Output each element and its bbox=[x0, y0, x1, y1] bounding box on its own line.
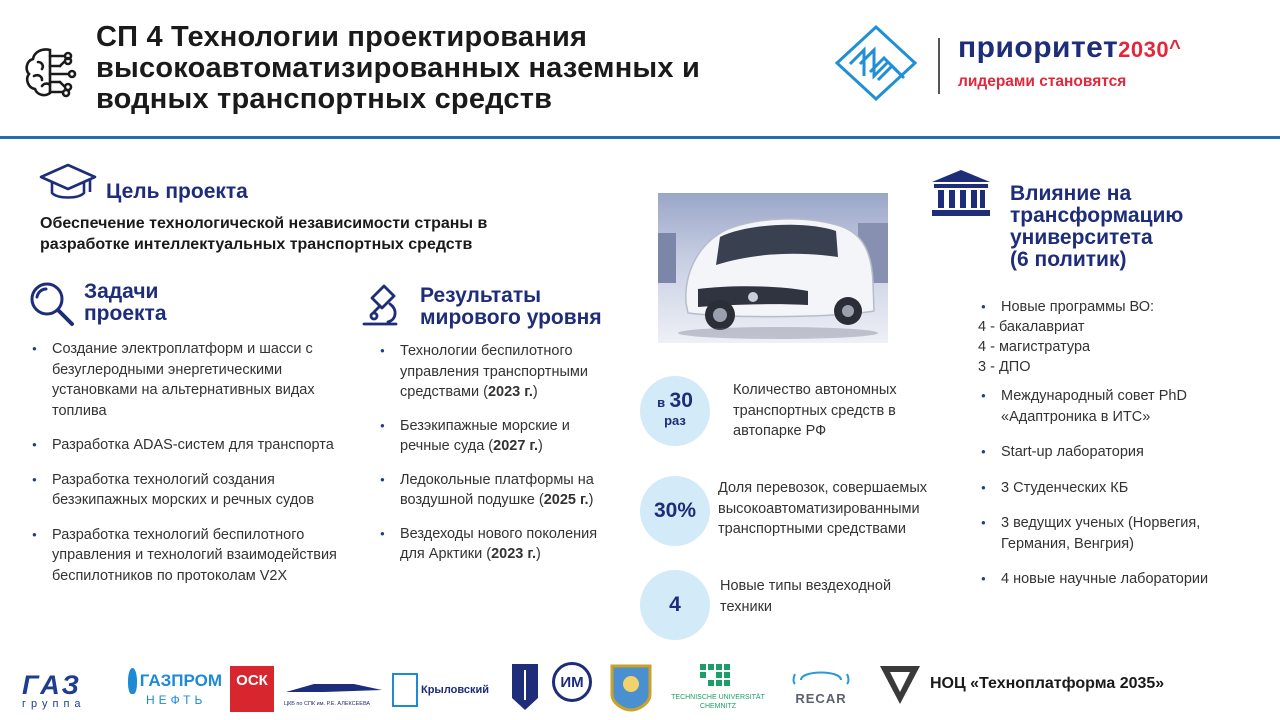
recar-logo: RECAR bbox=[776, 666, 866, 710]
krylov-emblem-icon bbox=[392, 673, 418, 707]
list-item: ● Разработка ADAS-систем для транспорта bbox=[30, 435, 360, 456]
result-year: 2025 г. bbox=[543, 492, 589, 508]
list-item: ● Ледокольные платформы на воздушной подушке (2025 г.) bbox=[378, 470, 618, 511]
stat-description: Новые типы вездеходной техники bbox=[720, 578, 892, 615]
results-heading-line2: мирового уровня bbox=[420, 306, 602, 329]
influence-list bbox=[979, 386, 1249, 605]
krylov-logo: Крыловский bbox=[392, 668, 496, 712]
tu-chemnitz-logo: TECHNISCHE UNIVERSITÄT CHEMNITZ bbox=[664, 662, 772, 712]
programs-list bbox=[979, 297, 1259, 318]
university-crest-logo bbox=[608, 660, 654, 712]
autonomous-van-image bbox=[658, 193, 888, 343]
stat-value: 30% bbox=[653, 499, 697, 522]
nami-logo: ИМ bbox=[552, 662, 596, 710]
list-item: ● Международный совет PhD «Адаптроника в ИТС» bbox=[979, 386, 1249, 427]
brand-slogan: лидерами становятся bbox=[958, 73, 1127, 90]
osk-logo: ОСК bbox=[230, 666, 274, 712]
results-heading-line1: Результаты bbox=[420, 284, 542, 307]
stat-circle bbox=[640, 570, 710, 640]
influence-heading-line2: трансформацию bbox=[1010, 204, 1184, 227]
influence-heading bbox=[1010, 183, 1183, 271]
header-divider bbox=[938, 38, 940, 94]
gazprom-neft-logo: ГАЗПРОМ НЕФТЬ bbox=[128, 668, 222, 712]
program-line: 4 - бакалавриат bbox=[978, 319, 1085, 335]
stat-value: 30 bbox=[669, 389, 693, 412]
page-title: СП 4 Технологии проектирования высокоавтоматизированных наземных и водных транспортных средств bbox=[96, 21, 700, 115]
stat-value: 4 bbox=[669, 593, 681, 616]
stat-prefix: в bbox=[657, 395, 666, 410]
influence-heading-line4: (6 политик) bbox=[1010, 248, 1127, 271]
goal-heading: Цель проекта bbox=[106, 180, 248, 203]
flame-icon bbox=[128, 668, 137, 694]
tasks-heading bbox=[84, 281, 167, 325]
result-year: 2027 г. bbox=[493, 438, 539, 454]
influence-heading-line1: Влияние на bbox=[1010, 182, 1132, 205]
magnifier-icon bbox=[28, 280, 76, 328]
list-item: ● Разработка технологий создания безэкипажных морских и речных судов bbox=[30, 470, 360, 511]
ckb-alekseev-logo: ЦКБ по СПК им. Р.Е. АЛЕКСЕЕВА bbox=[284, 680, 384, 710]
stat-circle bbox=[640, 476, 710, 546]
stat-circle bbox=[640, 376, 710, 446]
microscope-icon bbox=[360, 282, 406, 328]
brand-year: 2030 bbox=[1118, 37, 1170, 62]
technoplatform-triangle-logo bbox=[878, 664, 922, 706]
tasks-list bbox=[30, 339, 360, 600]
results-heading bbox=[420, 285, 602, 329]
list-item: ● Новые программы ВО: bbox=[979, 297, 1259, 318]
tasks-heading-line1: Задачи bbox=[84, 280, 159, 303]
stat-description: Количество автономных транспортных средств в автопарке РФ bbox=[733, 382, 897, 439]
result-year: 2023 г. bbox=[491, 546, 536, 562]
program-line: 3 - ДПО bbox=[978, 359, 1031, 375]
list-item: ● 3 Студенческих КБ bbox=[979, 478, 1249, 499]
list-item: ● Безэкипажные морские и речные суда (2027 г.) bbox=[378, 416, 618, 457]
tasks-heading-line2: проекта bbox=[84, 302, 167, 325]
brain-chip-icon bbox=[20, 42, 80, 102]
list-item: ● Разработка технологий беспилотного управления и технологий взаимодействия беспилотников по протоколам V2X bbox=[30, 525, 360, 587]
list-item: ● Start-up лаборатория bbox=[979, 442, 1249, 463]
result-year: 2023 г. bbox=[487, 384, 533, 400]
programs-breakdown bbox=[978, 317, 1090, 377]
list-item: ● Вездеходы нового поколения для Арктики (2023 г.) bbox=[378, 524, 618, 565]
graduation-cap-icon bbox=[38, 162, 98, 202]
university-logo bbox=[834, 24, 918, 102]
mpei-emblem-logo bbox=[508, 660, 542, 712]
university-building-icon bbox=[930, 168, 992, 218]
results-list bbox=[378, 341, 618, 578]
program-line: 4 - магистратура bbox=[978, 339, 1091, 355]
stat-description: Доля перевозок, совершаемых высокоавтоматизированными транспортными средствами bbox=[718, 480, 928, 537]
goal-text: Обеспечение технологической независимости страны в разработке интеллектуальных транспортных средств bbox=[40, 215, 488, 253]
noc-label: НОЦ «Технoплатформа 2035» bbox=[930, 675, 1165, 692]
list-item: ● Создание электроплатформ и шасси с безуглеродными энергетическими установками на альтернативных видах топлива bbox=[30, 339, 360, 421]
influence-heading-line3: университета bbox=[1010, 226, 1153, 249]
list-item: ● 4 новые научные лаборатории bbox=[979, 569, 1249, 590]
priority2030-logo bbox=[958, 32, 1258, 102]
gaz-logo: ГАЗ группа bbox=[22, 670, 86, 710]
header-rule bbox=[0, 136, 1280, 139]
stat-suffix: раз bbox=[664, 413, 686, 428]
brand-name: приоритет bbox=[958, 31, 1119, 64]
list-item: ● Технологии беспилотного управления транспортными средствами (2023 г.) bbox=[378, 341, 618, 403]
brand-caret: ^ bbox=[1169, 37, 1182, 59]
list-item: ● 3 ведущих ученых (Норвегия, Германия, Венгрия) bbox=[979, 513, 1249, 554]
